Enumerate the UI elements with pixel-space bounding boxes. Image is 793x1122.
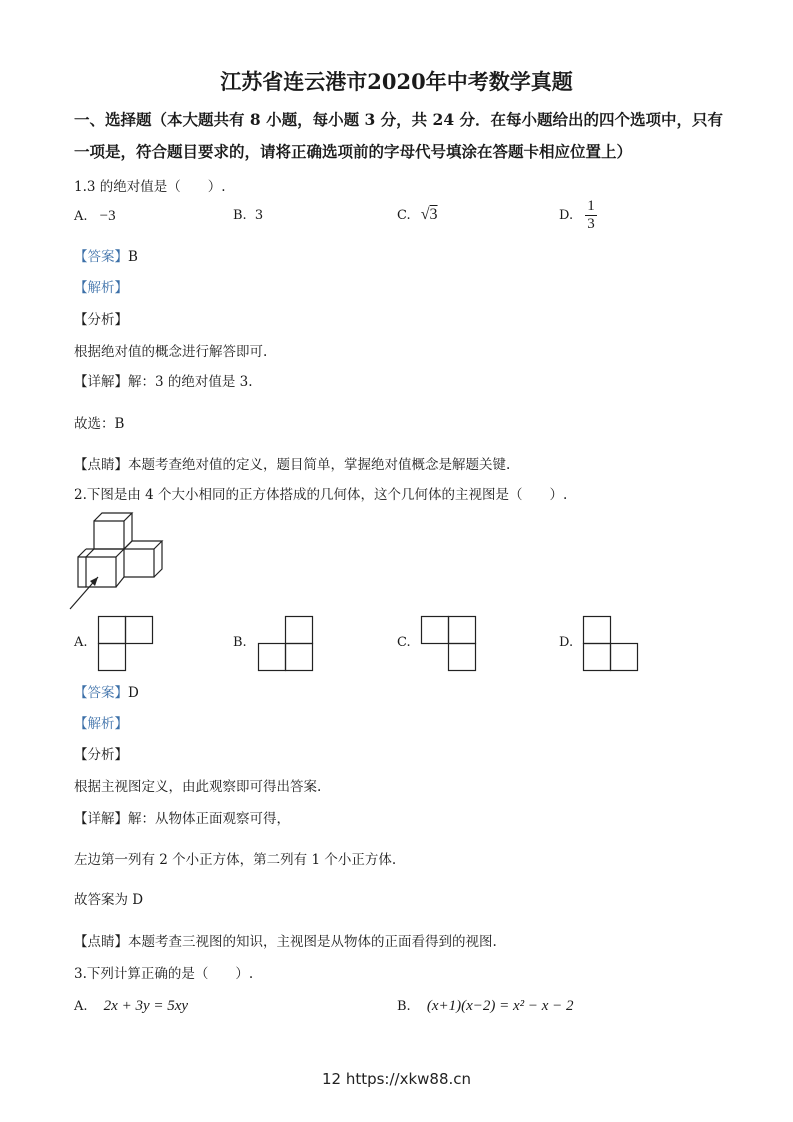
page-title: 江苏省连云港市2020年中考数学真题 [220, 69, 573, 94]
q3-option-a [74, 998, 188, 1015]
q2-option-d-label: D. [559, 635, 574, 650]
q3-stem: 3.下列计算正确的是（ ）. [74, 966, 254, 982]
q3-option-a-expr: 2x + 3y = 5xy [103, 998, 189, 1014]
q1-stem: 1.3 的绝对值是（ ）. [74, 179, 226, 195]
q1-option-b-label: B. [233, 208, 247, 223]
q1-option-a [74, 208, 116, 225]
q1-option-b [233, 208, 263, 223]
q1-detail: 【详解】解：3 的绝对值是 3. [74, 374, 253, 390]
q1-option-d-label: D. [559, 208, 574, 223]
q1-option-d-fraction [585, 198, 597, 233]
q2-comment: 【点睛】本题考查三视图的知识，主视图是从物体的正面看得到的视图. [74, 934, 497, 950]
q1-option-d [559, 198, 597, 233]
q1-answer [74, 245, 138, 265]
q2-cube-figure [60, 505, 180, 615]
q2-detail: 【详解】解：从物体正面观察可得， [74, 811, 290, 827]
page-footer: 12 https://xkw88.cn [321, 1070, 472, 1088]
q2-answer [74, 681, 139, 701]
q1-option-c-radicand: 3 [429, 206, 438, 223]
q1-comment: 【点睛】本题考查绝对值的定义，题目简单，掌握绝对值概念是解题关键. [74, 457, 511, 473]
q2-option-c-figure [421, 616, 477, 672]
q3-option-a-label: A. [74, 999, 88, 1014]
answer-tag: 【答案】 [74, 249, 128, 265]
fraction-numerator: 1 [587, 198, 595, 214]
q3-option-b [397, 998, 574, 1015]
q1-option-c [397, 206, 438, 224]
answer-tag: 【答案】 [74, 685, 128, 701]
q1-option-b-value: 3 [254, 208, 264, 223]
q1-option-a-label: A. [74, 209, 88, 224]
q2-stem: 2.下图是由 4 个大小相同的正方体搭成的几何体，这个几何体的主视图是（ ）. [74, 487, 568, 503]
q2-final: 故答案为 D [74, 892, 144, 908]
q1-fenxi-tag: 【分析】 [74, 312, 128, 328]
q1-option-a-value: −3 [99, 208, 116, 224]
q3-option-b-expr: (x+1)(x−2) = x² − x − 2 [426, 998, 574, 1014]
section-heading-line1: 一、选择题（本大题共有 8 小题，每小题 3 分，共 24 分．在每小题给出的四个选项中，只有 [74, 110, 724, 129]
q1-fenxi-text: 根据绝对值的概念进行解答即可. [74, 344, 268, 360]
q2-detail2: 左边第一列有 2 个小正方体，第二列有 1 个小正方体. [74, 852, 397, 868]
q2-option-d-figure [583, 616, 639, 672]
q2-fenxi-tag: 【分析】 [74, 747, 128, 763]
q2-option-a-figure [98, 616, 154, 672]
sqrt-symbol: √3 [420, 206, 438, 223]
q2-option-a-label: A. [74, 635, 88, 650]
answer-value: B [128, 249, 138, 265]
q1-choice: 故选：B [74, 416, 125, 432]
answer-value: D [128, 685, 139, 701]
q3-option-b-label: B. [397, 999, 411, 1014]
section-heading-line2: 一项是，符合题目要求的，请将正确选项前的字母代号填涂在答题卡相应位置上） [74, 142, 633, 161]
q1-analysis-tag: 【解析】 [74, 280, 128, 296]
q2-fenxi-text: 根据主视图定义，由此观察即可得出答案. [74, 779, 322, 795]
q2-analysis-tag: 【解析】 [74, 716, 128, 732]
q2-option-b-label: B. [233, 635, 247, 650]
fraction-denominator: 3 [587, 216, 595, 232]
q2-option-b-figure [258, 616, 314, 672]
q1-option-c-label: C. [397, 208, 411, 223]
q2-option-c-label: C. [397, 635, 411, 650]
